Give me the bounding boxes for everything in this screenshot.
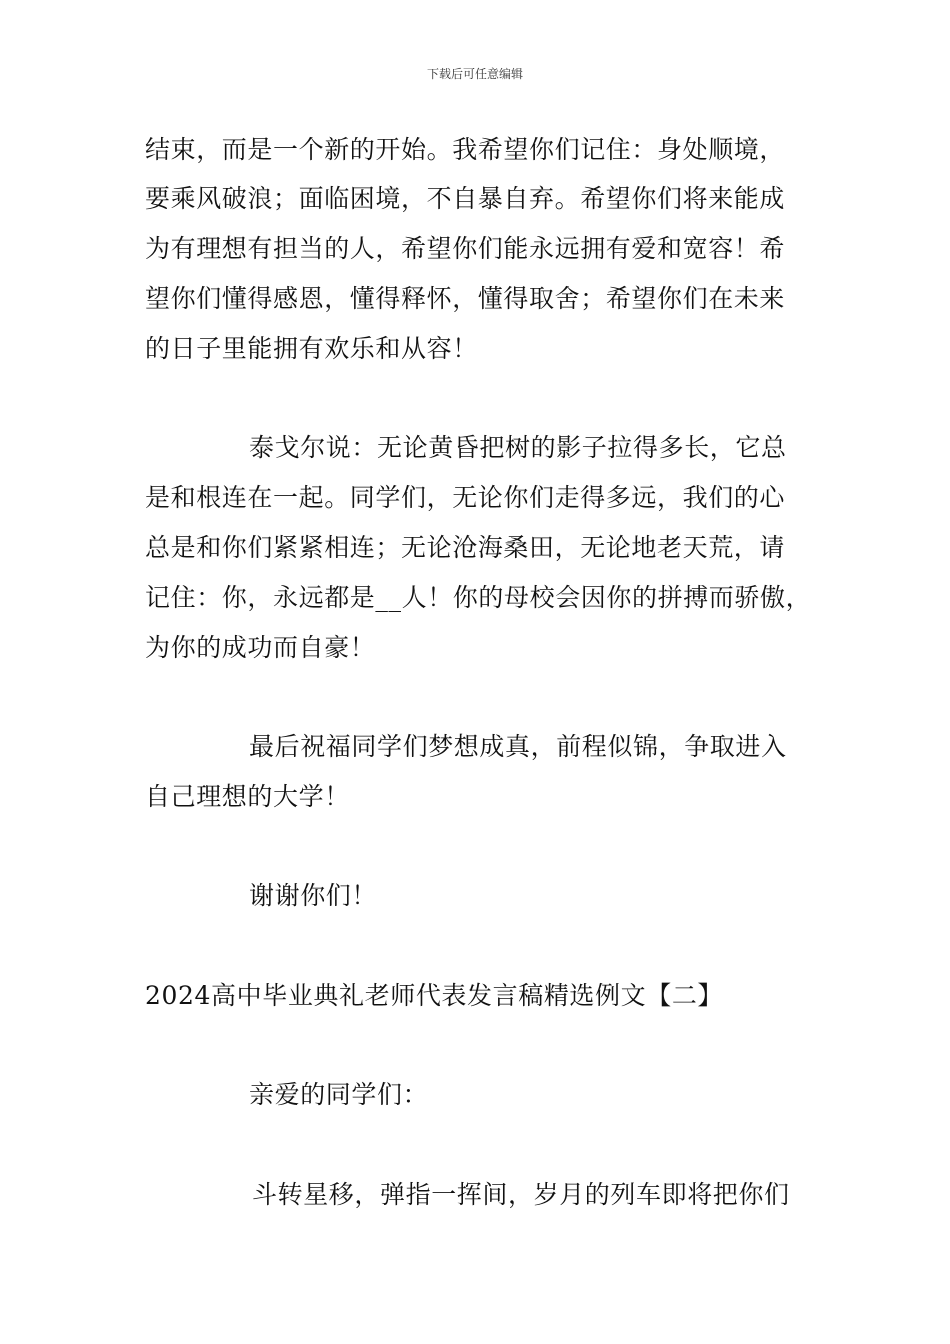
text-line: 泰戈尔说：无论黄昏把树的影子拉得多长，它总 [249, 433, 787, 462]
text-line: 要乘风破浪；面临困境，不自暴自弃。希望你们将来能成 [145, 184, 786, 213]
text-line: 记住：你，永远都是__人！你的母校会因你的拼搏而骄傲， [145, 583, 812, 612]
text-line: 斗转星移，弹指一挥间，岁月的列车即将把你们 [252, 1180, 790, 1209]
salutation: 亲爱的同学们： [249, 1080, 429, 1109]
text-line: 的日子里能拥有欢乐和从容！ [145, 334, 478, 363]
text-line: 最后祝福同学们梦想成真，前程似锦，争取进入 [249, 732, 787, 761]
text-line: 为你的成功而自豪！ [145, 633, 376, 662]
text-line: 总是和你们紧紧相连；无论沧海桑田，无论地老天荒，请 [145, 533, 786, 562]
text-line: 是和根连在一起。同学们，无论你们走得多远，我们的心 [145, 483, 786, 512]
text-line: 自己理想的大学！ [145, 782, 350, 811]
text-line: 望你们懂得感恩，懂得释怀，懂得取舍；希望你们在未来 [145, 284, 786, 313]
text-line: 结束，而是一个新的开始。我希望你们记住：身处顺境， [145, 135, 786, 164]
text-line: 谢谢你们！ [249, 881, 378, 910]
page-header: 下载后可任意编辑 [426, 67, 523, 81]
section-heading: 2024高中毕业典礼老师代表发言稿精选例文【二】 [145, 981, 724, 1010]
text-line: 为有理想有担当的人，希望你们能永远拥有爱和宽容！希 [145, 234, 786, 263]
